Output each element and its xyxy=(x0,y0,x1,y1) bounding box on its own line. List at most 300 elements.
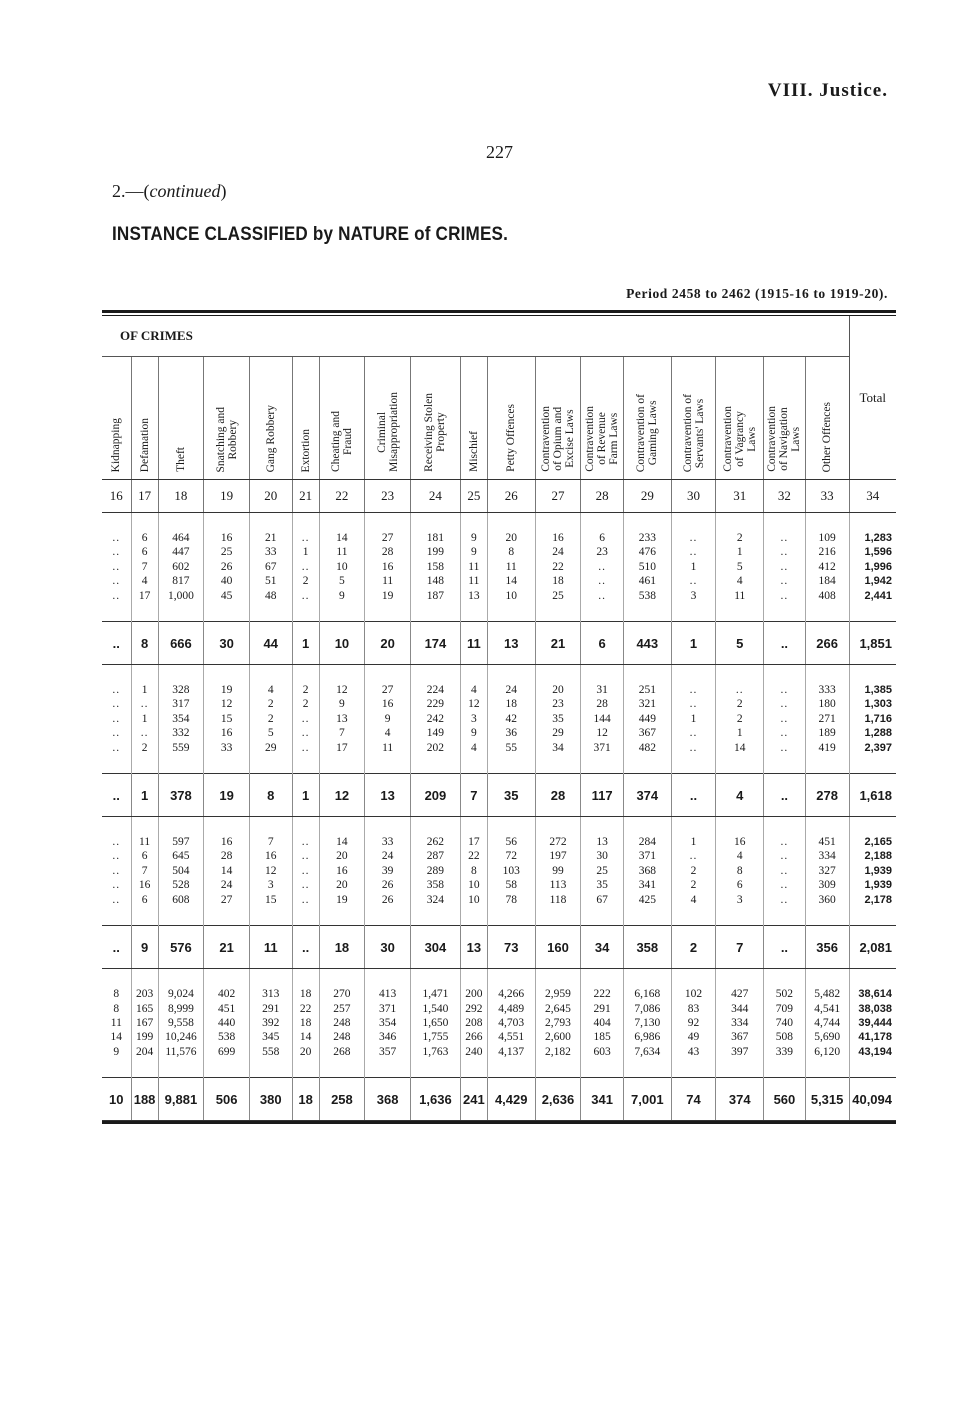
table-cell: 2,600 xyxy=(535,1030,581,1044)
table-cell: 23 xyxy=(581,545,624,559)
table-cell: 1 xyxy=(292,545,319,559)
summary-cell: 13 xyxy=(365,774,411,817)
table-cell: 233 xyxy=(623,531,671,545)
table-cell: 482 xyxy=(623,741,671,755)
table-cell: 10 xyxy=(460,893,487,907)
spacer-cell xyxy=(623,665,671,684)
table-cell: 24 xyxy=(487,683,535,697)
table-cell: 165 xyxy=(131,1002,158,1016)
column-number: 18 xyxy=(158,480,204,513)
row-total: 1,303 xyxy=(849,697,896,711)
table-cell: .. xyxy=(292,531,319,545)
table-cell: .. xyxy=(671,741,716,755)
table-cell: 8 xyxy=(113,988,120,1001)
table-cell: 199 xyxy=(410,545,460,559)
column-header xyxy=(764,357,806,480)
table-row xyxy=(102,1002,896,1016)
spacer-cell xyxy=(764,513,806,532)
summary-cell: 241 xyxy=(460,1078,487,1121)
table-cell: .. xyxy=(764,864,806,878)
period-label: Period 2458 to 2462 (1915-16 to 1919-20). xyxy=(626,286,888,301)
table-cell: 14 xyxy=(110,1031,123,1044)
spacer-cell xyxy=(365,817,411,836)
table-cell: 17 xyxy=(460,835,487,849)
table-cell: 332 xyxy=(158,726,204,740)
column-label: Contravention of Navigation Laws xyxy=(766,406,803,472)
table-cell: 9 xyxy=(319,589,365,603)
table-cell: 58 xyxy=(487,878,535,892)
table-cell: 339 xyxy=(764,1045,806,1059)
table-cell: 36 xyxy=(487,726,535,740)
table-cell: 408 xyxy=(805,589,849,603)
summary-cell: 30 xyxy=(365,926,411,969)
spacer-cell xyxy=(319,665,365,684)
table-cell: 16 xyxy=(365,697,411,711)
column-header xyxy=(716,357,764,480)
spacer-cell xyxy=(716,969,764,988)
spacer-cell xyxy=(410,1059,460,1078)
table-cell: 334 xyxy=(716,1016,764,1030)
spacer-cell xyxy=(292,1059,319,1078)
row-total: 2,188 xyxy=(849,849,896,863)
summary-cell: 341 xyxy=(581,1078,624,1121)
table-cell: 14 xyxy=(487,574,535,588)
table-cell: 817 xyxy=(158,574,204,588)
table-cell: 5 xyxy=(249,726,292,740)
table-cell: 451 xyxy=(805,835,849,849)
column-label: Other Offences xyxy=(821,401,834,472)
table-cell: 341 xyxy=(623,878,671,892)
table-cell: .. xyxy=(131,697,158,711)
summary-cell: 374 xyxy=(716,1078,764,1121)
table-cell: 197 xyxy=(535,849,581,863)
table-cell: 78 xyxy=(487,893,535,907)
column-header xyxy=(249,357,292,480)
table-cell: 292 xyxy=(460,1002,487,1016)
column-number: 26 xyxy=(487,480,535,513)
continued-prefix: 2.—( xyxy=(112,181,150,201)
column-number: 34 xyxy=(849,480,896,513)
table-cell: 538 xyxy=(204,1030,250,1044)
table-cell: 2 xyxy=(131,741,158,755)
table-cell: 11 xyxy=(131,835,158,849)
table-row xyxy=(102,712,896,726)
summary-cell: 1 xyxy=(292,622,319,665)
spacer-cell xyxy=(623,755,671,774)
spacer-cell xyxy=(319,1059,365,1078)
table-cell: .. xyxy=(764,683,806,697)
table-cell: 16 xyxy=(249,849,292,863)
spacer-cell xyxy=(249,1059,292,1078)
table-cell: 11 xyxy=(365,741,411,755)
spacer-cell xyxy=(319,907,365,926)
table-cell: 7,634 xyxy=(623,1045,671,1059)
column-header xyxy=(292,357,319,480)
summary-cell: 7 xyxy=(460,774,487,817)
column-label: Contravention of Opium and Excise Laws xyxy=(539,406,576,472)
table-cell: 10 xyxy=(460,878,487,892)
row-total: 1,288 xyxy=(849,726,896,740)
table-cell: 289 xyxy=(410,864,460,878)
table-cell: 14 xyxy=(319,531,365,545)
spacer-cell xyxy=(716,513,764,532)
spacer-cell xyxy=(805,907,849,926)
spacer-cell xyxy=(535,755,581,774)
table-cell: 204 xyxy=(131,1045,158,1059)
table-cell: 11 xyxy=(319,545,365,559)
spacer-cell xyxy=(849,755,896,774)
summary-cell: 73 xyxy=(487,926,535,969)
table-cell: 27 xyxy=(365,531,411,545)
table-cell: 31 xyxy=(581,683,624,697)
table-cell: 6 xyxy=(131,531,158,545)
table-cell: .. xyxy=(671,849,716,863)
table-cell: 2 xyxy=(671,878,716,892)
table-cell: 451 xyxy=(204,1002,250,1016)
table-cell: 45 xyxy=(204,589,250,603)
table-cell: 7 xyxy=(319,726,365,740)
spacer-cell xyxy=(365,969,411,988)
table-cell: 7,130 xyxy=(623,1016,671,1030)
table-cell: 449 xyxy=(623,712,671,726)
table-cell: 72 xyxy=(487,849,535,863)
table-cell: 510 xyxy=(623,560,671,574)
table-cell: 1 xyxy=(671,712,716,726)
summary-cell: 18 xyxy=(319,926,365,969)
table-row xyxy=(102,683,896,697)
spacer-cell xyxy=(158,907,204,926)
table-cell: 371 xyxy=(623,849,671,863)
table-cell: 8 xyxy=(716,864,764,878)
spacer-cell xyxy=(292,665,319,684)
table-cell: 18 xyxy=(487,697,535,711)
table-cell: .. xyxy=(112,532,121,544)
table-cell: 392 xyxy=(249,1016,292,1030)
spacer-cell xyxy=(805,817,849,836)
spacer-cell xyxy=(581,907,624,926)
table-cell: 15 xyxy=(204,712,250,726)
table-cell: 184 xyxy=(805,574,849,588)
table-cell: 9 xyxy=(365,712,411,726)
table-cell: 6 xyxy=(581,531,624,545)
table-cell: 6 xyxy=(716,878,764,892)
table-cell: 402 xyxy=(204,987,250,1001)
summary-cell: .. xyxy=(292,926,319,969)
summary-cell: 7 xyxy=(716,926,764,969)
spacer-cell xyxy=(487,817,535,836)
spacer-cell xyxy=(535,665,581,684)
spacer-cell xyxy=(460,907,487,926)
spacer-cell xyxy=(249,817,292,836)
table-cell: 167 xyxy=(131,1016,158,1030)
table-cell: 11 xyxy=(365,574,411,588)
table-cell: 3 xyxy=(716,893,764,907)
table-cell: 33 xyxy=(365,835,411,849)
spacer-row xyxy=(102,665,896,684)
table-cell: 603 xyxy=(581,1045,624,1059)
table-cell: 1,763 xyxy=(410,1045,460,1059)
spacer-cell xyxy=(805,665,849,684)
column-label: Criminal Misappropriation xyxy=(375,392,400,472)
spacer-row xyxy=(102,969,896,988)
table-cell: .. xyxy=(292,560,319,574)
continued-suffix: ) xyxy=(220,181,227,201)
spacer-cell xyxy=(805,969,849,988)
table-cell: .. xyxy=(292,712,319,726)
column-number: 28 xyxy=(581,480,624,513)
table-cell: .. xyxy=(292,589,319,603)
spacer-cell xyxy=(365,603,411,622)
table-cell: 4 xyxy=(249,683,292,697)
table-cell: .. xyxy=(112,684,121,697)
table-cell: 22 xyxy=(460,849,487,863)
table-cell: 21 xyxy=(249,531,292,545)
table-cell: 309 xyxy=(805,878,849,892)
summary-cell: .. xyxy=(764,622,806,665)
table-cell: 103 xyxy=(487,864,535,878)
table-cell: 1 xyxy=(671,560,716,574)
summary-cell: 560 xyxy=(764,1078,806,1121)
table-cell: 7 xyxy=(249,835,292,849)
table-cell: .. xyxy=(112,850,121,863)
column-label: Petty Offences xyxy=(505,404,518,472)
column-header xyxy=(158,357,204,480)
table-cell: 208 xyxy=(460,1016,487,1030)
table-row xyxy=(102,560,896,574)
summary-row xyxy=(102,622,896,665)
spacer-cell xyxy=(764,817,806,836)
table-cell: 20 xyxy=(535,683,581,697)
table-cell: .. xyxy=(292,878,319,892)
summary-cell: 18 xyxy=(292,1078,319,1121)
table-cell: 3 xyxy=(671,589,716,603)
column-label: Contravention of Vagrancy Laws xyxy=(721,406,758,472)
table-cell: 360 xyxy=(805,893,849,907)
table-cell: 645 xyxy=(158,849,204,863)
table-cell: 368 xyxy=(623,864,671,878)
table-cell: 13 xyxy=(460,589,487,603)
table-cell: 2 xyxy=(292,683,319,697)
table-cell: 6,168 xyxy=(623,987,671,1001)
spacer-cell xyxy=(623,817,671,836)
table-cell: 12 xyxy=(204,697,250,711)
group-label: OF CRIMES xyxy=(102,316,849,357)
table-cell: .. xyxy=(581,589,624,603)
table-cell: 18 xyxy=(292,1016,319,1030)
summary-cell: 4,429 xyxy=(487,1078,535,1121)
spacer-cell xyxy=(487,665,535,684)
spacer-row xyxy=(102,1059,896,1078)
table-cell: 34 xyxy=(535,741,581,755)
table-cell: 2 xyxy=(671,864,716,878)
spacer-cell xyxy=(249,755,292,774)
summary-cell: 374 xyxy=(623,774,671,817)
table-cell: 9 xyxy=(460,726,487,740)
table-cell: 413 xyxy=(365,987,411,1001)
table-cell: 9 xyxy=(460,545,487,559)
table-cell: 181 xyxy=(410,531,460,545)
spacer-cell xyxy=(131,817,158,836)
table-cell: 11 xyxy=(716,589,764,603)
column-number-row xyxy=(102,480,896,513)
spacer-cell xyxy=(292,755,319,774)
table-cell: 324 xyxy=(410,893,460,907)
summary-cell: 356 xyxy=(805,926,849,969)
table-cell: 43 xyxy=(671,1045,716,1059)
summary-cell: 209 xyxy=(410,774,460,817)
spacer-cell xyxy=(623,1059,671,1078)
summary-cell: .. xyxy=(102,926,131,969)
table-cell: 1,755 xyxy=(410,1030,460,1044)
summary-cell: 358 xyxy=(623,926,671,969)
spacer-cell xyxy=(131,755,158,774)
table-cell: 7 xyxy=(131,560,158,574)
spacer-cell xyxy=(204,603,250,622)
column-number: 33 xyxy=(805,480,849,513)
spacer-cell xyxy=(487,969,535,988)
table-cell: 291 xyxy=(581,1002,624,1016)
table-cell: .. xyxy=(764,878,806,892)
spacer-cell xyxy=(102,603,131,622)
table-cell: 2 xyxy=(716,712,764,726)
spacer-cell xyxy=(410,603,460,622)
table-cell: 270 xyxy=(319,987,365,1001)
table-cell: 5,690 xyxy=(805,1030,849,1044)
spacer-cell xyxy=(292,817,319,836)
column-header xyxy=(204,357,250,480)
summary-total: 2,081 xyxy=(849,926,896,969)
table-cell: 9 xyxy=(460,531,487,545)
spacer-cell xyxy=(671,603,716,622)
column-header xyxy=(805,357,849,480)
table-cell: 242 xyxy=(410,712,460,726)
table-cell: 23 xyxy=(535,697,581,711)
table-cell: 602 xyxy=(158,560,204,574)
table-cell: 6 xyxy=(131,849,158,863)
summary-cell: 9,881 xyxy=(158,1078,204,1121)
table-row xyxy=(102,697,896,711)
table-cell: 11 xyxy=(110,1016,122,1029)
table-cell: 14 xyxy=(292,1030,319,1044)
table-cell: 4 xyxy=(671,893,716,907)
table-cell: .. xyxy=(112,712,121,725)
table-cell: 20 xyxy=(319,849,365,863)
table-cell: 262 xyxy=(410,835,460,849)
spacer-cell xyxy=(581,665,624,684)
row-total: 1,942 xyxy=(849,574,896,588)
table-cell: 508 xyxy=(764,1030,806,1044)
column-label: Gang Robbery xyxy=(264,404,277,472)
table-cell: 22 xyxy=(292,1002,319,1016)
table-cell: 149 xyxy=(410,726,460,740)
summary-cell: .. xyxy=(102,774,131,817)
page-number: 227 xyxy=(486,142,513,162)
table-cell: 4 xyxy=(131,574,158,588)
table-row xyxy=(102,741,896,755)
table-cell: .. xyxy=(292,864,319,878)
table-cell: 16 xyxy=(535,531,581,545)
table-cell: 148 xyxy=(410,574,460,588)
column-header-row xyxy=(102,357,896,480)
table-row xyxy=(102,1045,896,1059)
table-cell: 248 xyxy=(319,1016,365,1030)
table-cell: 158 xyxy=(410,560,460,574)
table-cell: 9,558 xyxy=(158,1016,204,1030)
summary-cell: 380 xyxy=(249,1078,292,1121)
row-total: 39,444 xyxy=(849,1016,896,1030)
summary-cell: 5 xyxy=(716,622,764,665)
table-cell: 4,744 xyxy=(805,1016,849,1030)
main-heading: INSTANCE CLASSIFIED by NATURE of CRIMES. xyxy=(112,224,509,245)
spacer-cell xyxy=(131,969,158,988)
table-cell: 14 xyxy=(716,741,764,755)
spacer-cell xyxy=(581,817,624,836)
table-cell: 321 xyxy=(623,697,671,711)
spacer-cell xyxy=(410,665,460,684)
summary-cell: .. xyxy=(764,774,806,817)
summary-cell: 21 xyxy=(204,926,250,969)
table-cell: .. xyxy=(764,726,806,740)
table-row xyxy=(102,531,896,545)
summary-cell: 35 xyxy=(487,774,535,817)
column-label: Mischief xyxy=(467,431,480,472)
table-cell: 9,024 xyxy=(158,987,204,1001)
row-total: 1,996 xyxy=(849,560,896,574)
table-cell: 345 xyxy=(249,1030,292,1044)
spacer-cell xyxy=(365,755,411,774)
summary-cell: 19 xyxy=(204,774,250,817)
table-cell: 28 xyxy=(204,849,250,863)
column-header xyxy=(365,357,411,480)
table-cell: 447 xyxy=(158,545,204,559)
row-total: 1,939 xyxy=(849,878,896,892)
table-cell: 291 xyxy=(249,1002,292,1016)
table-cell: 327 xyxy=(805,864,849,878)
table-cell: .. xyxy=(112,589,121,602)
column-number: 19 xyxy=(204,480,250,513)
spacer-cell xyxy=(158,513,204,532)
summary-cell: 28 xyxy=(535,774,581,817)
spacer-cell xyxy=(319,755,365,774)
table-cell: 3 xyxy=(249,878,292,892)
table-cell: .. xyxy=(112,879,121,892)
spacer-cell xyxy=(849,969,896,988)
column-number: 30 xyxy=(671,480,716,513)
table-cell: 2 xyxy=(292,697,319,711)
table-cell: 4,703 xyxy=(487,1016,535,1030)
spacer-cell xyxy=(249,969,292,988)
table-cell: 1 xyxy=(716,545,764,559)
spacer-cell xyxy=(764,755,806,774)
column-number: 21 xyxy=(292,480,319,513)
row-total: 2,441 xyxy=(849,589,896,603)
spacer-cell xyxy=(102,755,131,774)
table-row xyxy=(102,864,896,878)
column-label: Extortion xyxy=(299,428,312,472)
table-cell: 240 xyxy=(460,1045,487,1059)
spacer-cell xyxy=(805,755,849,774)
summary-cell: .. xyxy=(764,926,806,969)
spacer-cell xyxy=(249,513,292,532)
table-cell: 257 xyxy=(319,1002,365,1016)
table-cell: 461 xyxy=(623,574,671,588)
table-cell: .. xyxy=(671,726,716,740)
table-cell: 5 xyxy=(319,574,365,588)
column-number: 27 xyxy=(535,480,581,513)
spacer-cell xyxy=(487,603,535,622)
column-header xyxy=(460,357,487,480)
table-cell: 1,650 xyxy=(410,1016,460,1030)
